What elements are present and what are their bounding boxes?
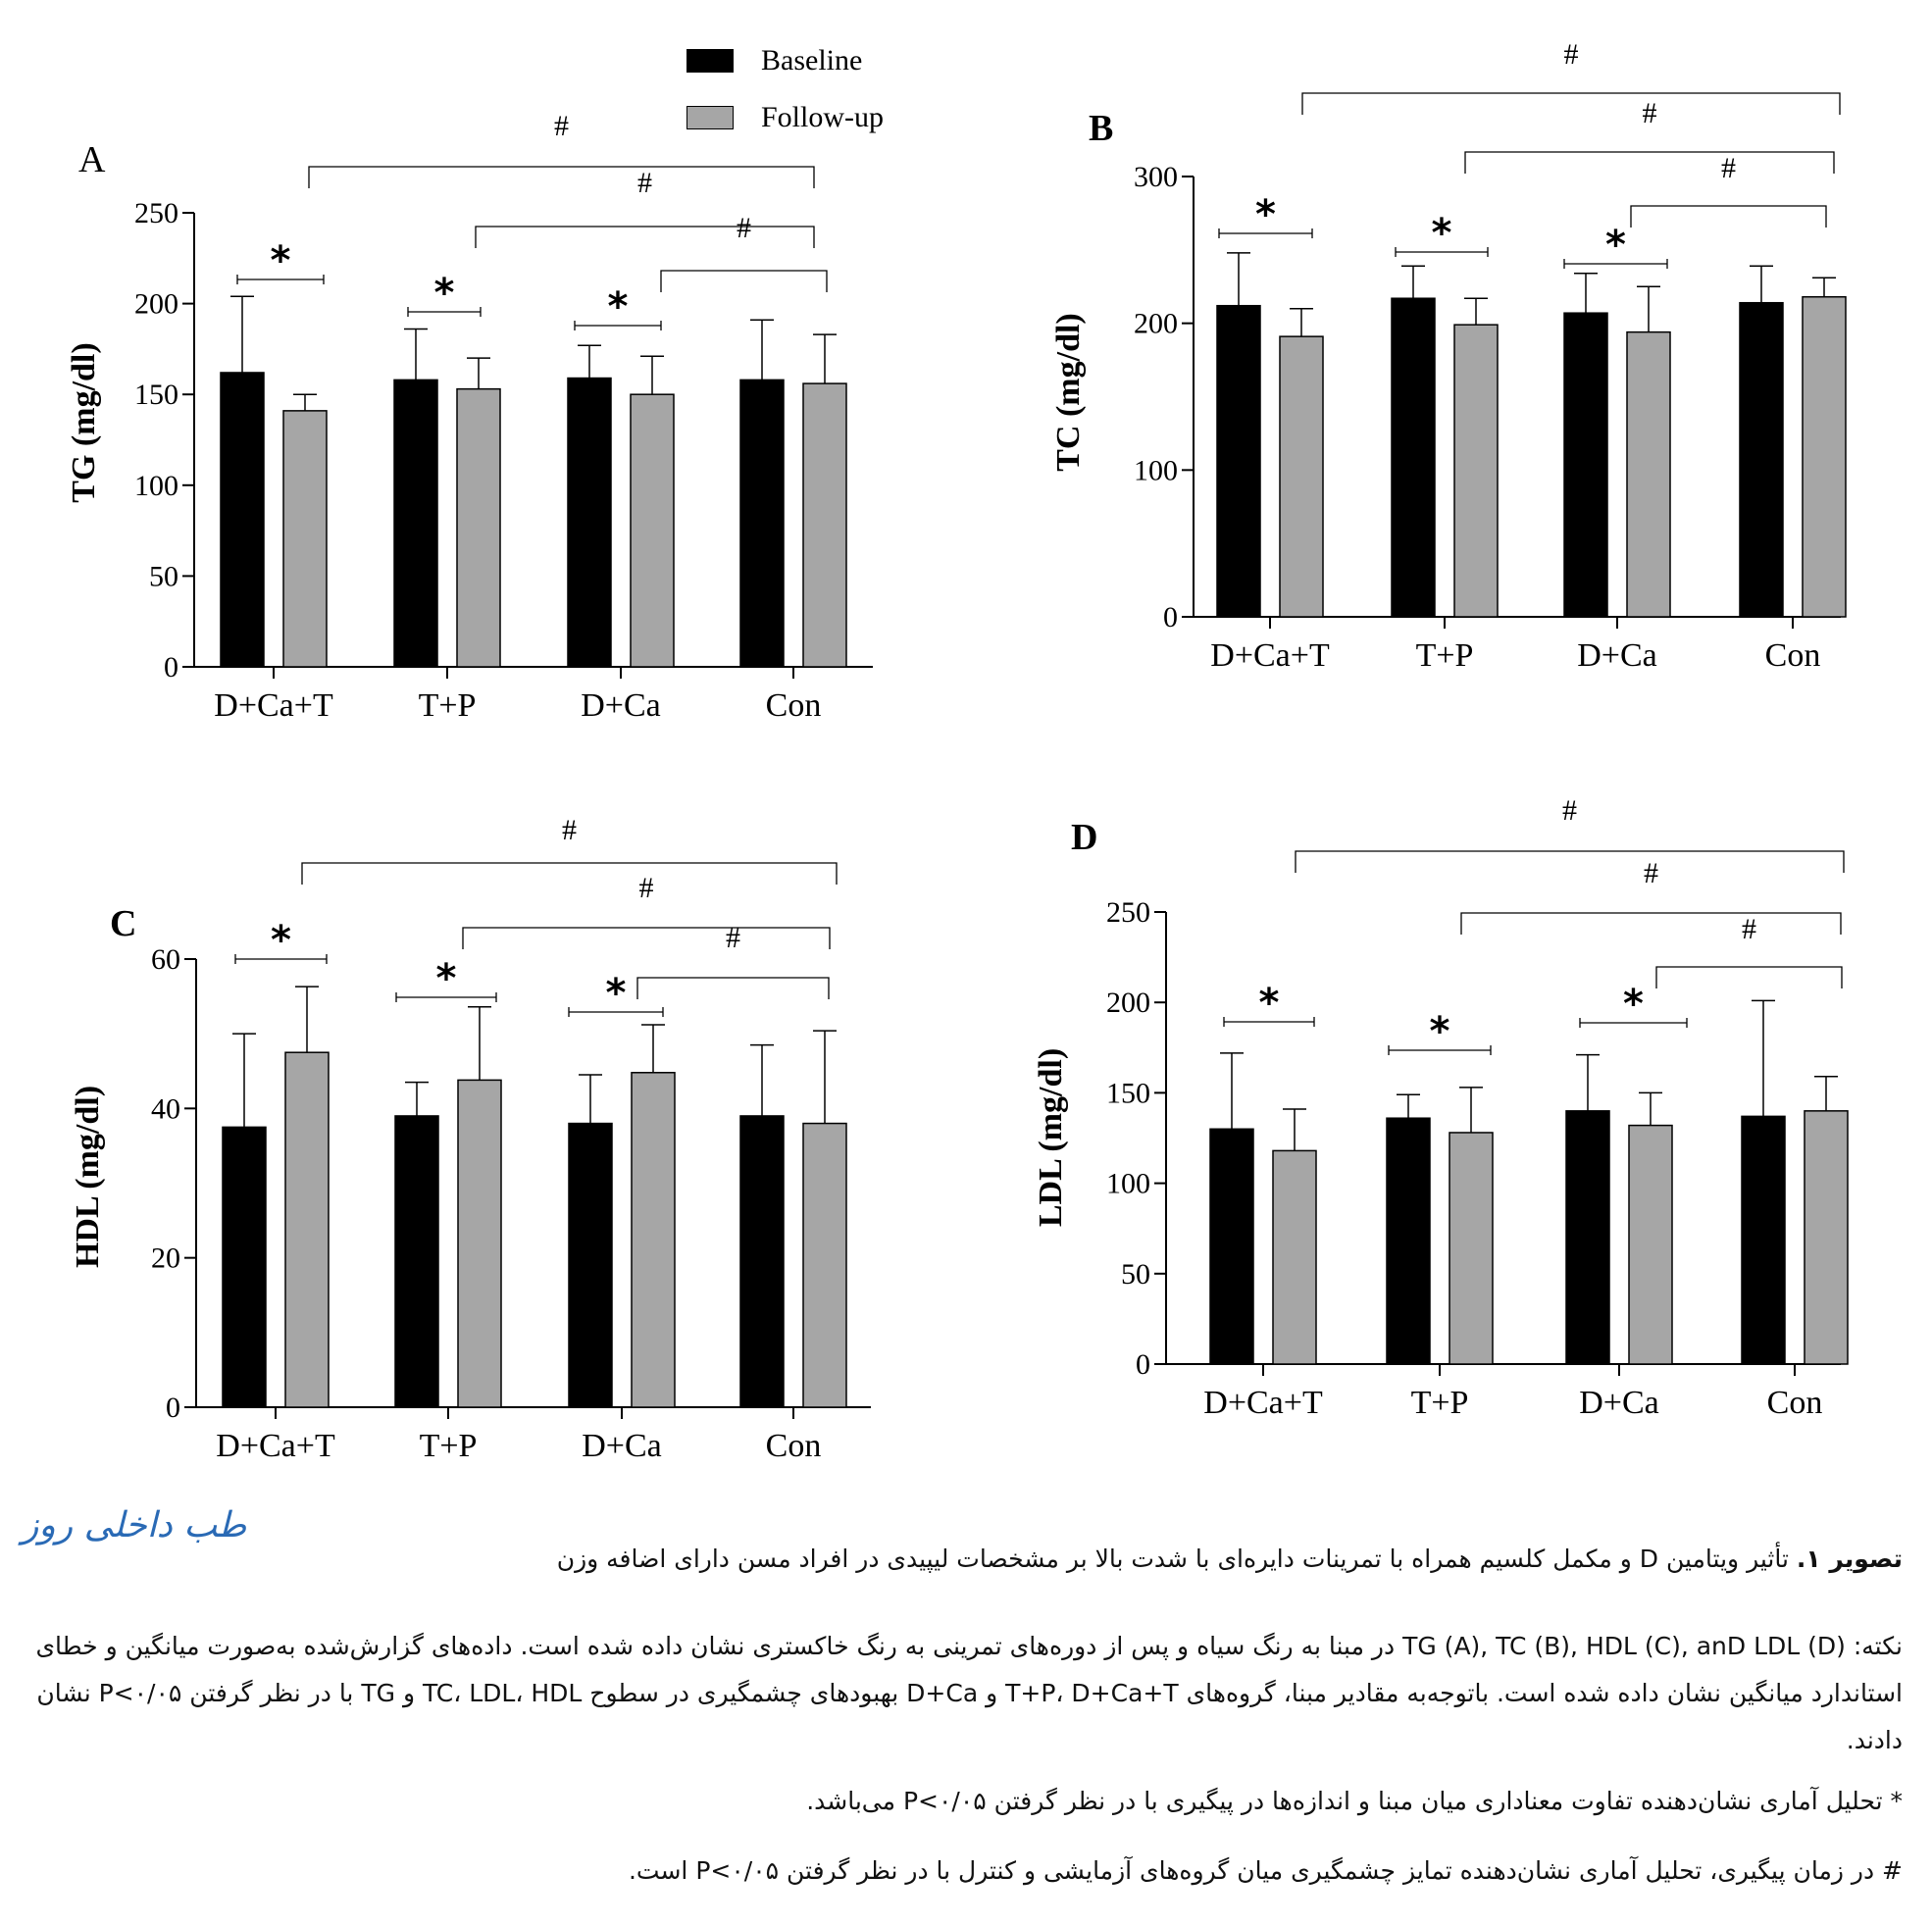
legend-swatch-followup xyxy=(686,106,734,129)
between-sig-hash: # xyxy=(1721,152,1736,184)
bar-baseline xyxy=(1210,1129,1253,1364)
caption-title-bold: تصویر ۱. xyxy=(1796,1545,1903,1573)
chart-panel-a xyxy=(66,110,873,724)
x-tick-label: T+P xyxy=(418,687,477,724)
bar-baseline xyxy=(568,379,611,667)
between-sig-hash: # xyxy=(1562,794,1577,827)
y-axis-label: LDL (mg/dl) xyxy=(1033,1047,1069,1228)
figure-caption-note: نکته: TG (A), TC (B), HDL (C), anD LDL (D) در مبنا به رنگ سیاه و پس از دوره‌های تمرینی به رنگ خاکستری نشان داده شده است. داده‌های گزارش‌شده به‌صورت میانگین و خطای استاندارد میانگین نشان داده شده است. باتوجه‌به مقادیر مبنا، گروه‌های T+P، D+Ca+T و D+Ca بهبودهای چشمگیری در سطوح TC، LDL، HDL و TG با در نظر گرفتن P<۰/۰۵ نشان دادند. xyxy=(35,1632,1903,1754)
between-bracket xyxy=(637,978,829,999)
between-sig-hash: # xyxy=(1642,97,1657,129)
bar-baseline xyxy=(1392,298,1435,617)
x-tick-label: Con xyxy=(765,687,822,724)
x-tick-label: Con xyxy=(765,1428,822,1464)
legend-label-followup: Follow-up xyxy=(761,101,885,133)
journal-logo: طب داخلی روز xyxy=(22,1505,247,1545)
bar-followup xyxy=(1449,1133,1493,1364)
legend-swatch-baseline xyxy=(686,49,734,73)
y-tick-label: 100 xyxy=(134,469,178,502)
bar-baseline xyxy=(223,1127,266,1407)
y-tick-label: 0 xyxy=(1136,1348,1150,1381)
between-bracket xyxy=(302,863,837,885)
panel-label: D xyxy=(1071,817,1098,858)
x-tick-label: T+P xyxy=(1415,637,1474,674)
between-sig-hash: # xyxy=(562,814,577,846)
x-tick-label: T+P xyxy=(419,1428,478,1464)
bar-followup xyxy=(285,1052,329,1407)
x-tick-label: D+Ca+T xyxy=(214,687,333,724)
x-tick-label: D+Ca xyxy=(582,1428,662,1464)
x-tick-label: T+P xyxy=(1410,1385,1469,1421)
within-sig-star: * xyxy=(1429,1009,1450,1054)
y-tick-label: 0 xyxy=(166,1392,180,1424)
between-bracket xyxy=(1296,851,1844,873)
bar-baseline xyxy=(395,1116,438,1407)
bar-followup xyxy=(1280,336,1323,617)
y-tick-label: 200 xyxy=(1134,307,1178,340)
bar-followup xyxy=(1454,325,1498,617)
bar-followup xyxy=(632,1073,675,1407)
between-bracket xyxy=(309,167,814,188)
bar-baseline xyxy=(1740,303,1783,617)
x-tick-label: D+Ca xyxy=(1579,1385,1659,1421)
bar-baseline xyxy=(221,373,264,667)
between-bracket xyxy=(476,227,814,248)
panel-label: A xyxy=(78,139,106,180)
x-tick-label: D+Ca xyxy=(1577,637,1657,674)
legend-item-followup xyxy=(686,101,884,134)
y-tick-label: 200 xyxy=(134,287,178,321)
x-tick-label: Con xyxy=(1766,1385,1823,1421)
between-sig-hash: # xyxy=(554,110,569,142)
legend-label-baseline: Baseline xyxy=(761,44,863,76)
between-sig-hash: # xyxy=(1644,857,1658,889)
y-tick-label: 200 xyxy=(1106,987,1150,1020)
figure-caption-title xyxy=(20,1545,1903,1573)
bar-followup xyxy=(1627,332,1670,617)
within-sig-star: * xyxy=(270,238,291,283)
y-tick-label: 150 xyxy=(1106,1077,1150,1110)
bar-followup xyxy=(283,411,327,667)
bar-baseline xyxy=(1564,313,1607,617)
within-sig-star: * xyxy=(1255,192,1276,237)
x-tick-label: D+Ca+T xyxy=(216,1428,335,1464)
panel-label: B xyxy=(1089,108,1114,149)
bar-baseline xyxy=(1217,306,1260,617)
bar-followup xyxy=(803,1124,846,1407)
bar-followup xyxy=(1629,1126,1672,1364)
bar-followup xyxy=(631,394,674,667)
y-tick-label: 60 xyxy=(151,943,180,976)
chart-panel-b xyxy=(1050,38,1846,674)
bar-followup xyxy=(803,383,846,667)
y-tick-label: 250 xyxy=(1106,896,1150,929)
bar-baseline xyxy=(740,1116,784,1407)
y-tick-label: 100 xyxy=(1106,1167,1150,1200)
between-bracket xyxy=(661,271,827,292)
within-sig-star: * xyxy=(435,956,457,1001)
between-bracket xyxy=(1465,152,1834,174)
x-tick-label: D+Ca+T xyxy=(1210,637,1330,674)
chart-panel-d xyxy=(1033,794,1848,1421)
bar-baseline xyxy=(569,1124,612,1407)
between-sig-hash: # xyxy=(638,872,654,904)
y-axis-label: TC (mg/dl) xyxy=(1050,313,1087,472)
bar-baseline xyxy=(1387,1118,1430,1364)
within-sig-star: * xyxy=(1623,982,1644,1027)
between-bracket xyxy=(1631,206,1826,228)
between-sig-hash: # xyxy=(1742,913,1756,945)
y-tick-label: 50 xyxy=(149,560,178,593)
y-tick-label: 20 xyxy=(151,1241,180,1275)
bar-followup xyxy=(1805,1111,1848,1364)
within-sig-star: * xyxy=(605,971,627,1016)
chart-panel-c xyxy=(70,814,871,1464)
x-tick-label: D+Ca xyxy=(581,687,661,724)
between-bracket xyxy=(1461,913,1841,935)
between-bracket xyxy=(1656,967,1842,988)
legend-item-baseline xyxy=(686,44,862,77)
y-tick-label: 0 xyxy=(1163,601,1178,633)
bar-baseline xyxy=(740,380,784,667)
y-tick-label: 50 xyxy=(1121,1257,1150,1291)
figure-caption-hash-note: # در زمان پیگیری، تحلیل آماری نشان‌دهنده تمایز چشمگیری میان گروه‌های آزمایشی و کنترل با در نظر گرفتن P<۰/۰۵ است. xyxy=(628,1856,1903,1885)
y-axis-label: TG (mg/dl) xyxy=(66,342,102,503)
within-sig-star: * xyxy=(1431,211,1452,256)
within-sig-star: * xyxy=(433,271,455,316)
bar-followup xyxy=(457,389,500,667)
bar-baseline xyxy=(1566,1111,1609,1364)
y-tick-label: 100 xyxy=(1134,454,1178,487)
between-bracket xyxy=(463,928,830,949)
within-sig-star: * xyxy=(1258,981,1280,1026)
caption-title-text: تأثیر ویتامین D و مکمل کلسیم همراه با تمرینات دایره‌ای با شدت بالا بر مشخصات لیپیدی در افراد مسن دارای اضافه وزن xyxy=(556,1545,1797,1573)
y-tick-label: 250 xyxy=(134,197,178,229)
between-sig-hash: # xyxy=(726,922,740,954)
within-sig-star: * xyxy=(607,284,629,329)
bar-baseline xyxy=(1742,1116,1785,1364)
y-axis-label: HDL (mg/dl) xyxy=(70,1085,106,1269)
bar-baseline xyxy=(394,380,437,667)
within-sig-star: * xyxy=(1605,223,1626,268)
between-sig-hash: # xyxy=(737,212,751,244)
x-tick-label: D+Ca+T xyxy=(1203,1385,1323,1421)
bar-followup xyxy=(1273,1150,1316,1364)
x-tick-label: Con xyxy=(1764,637,1821,674)
y-tick-label: 150 xyxy=(134,379,178,412)
within-sig-star: * xyxy=(271,918,291,963)
y-tick-label: 300 xyxy=(1134,161,1178,193)
between-sig-hash: # xyxy=(637,167,652,199)
panel-label: C xyxy=(110,903,137,944)
bar-followup xyxy=(458,1080,501,1407)
between-bracket xyxy=(1302,93,1840,115)
y-tick-label: 0 xyxy=(164,651,178,684)
y-tick-label: 40 xyxy=(151,1092,180,1126)
between-sig-hash: # xyxy=(1563,38,1579,71)
bar-followup xyxy=(1803,297,1846,617)
figure-caption-star-note: * تحلیل آماری نشان‌دهنده تفاوت معناداری میان مبنا و اندازه‌ها در پیگیری با در نظر گرفتن P<۰/۰۵ می‌باشد. xyxy=(806,1787,1903,1815)
